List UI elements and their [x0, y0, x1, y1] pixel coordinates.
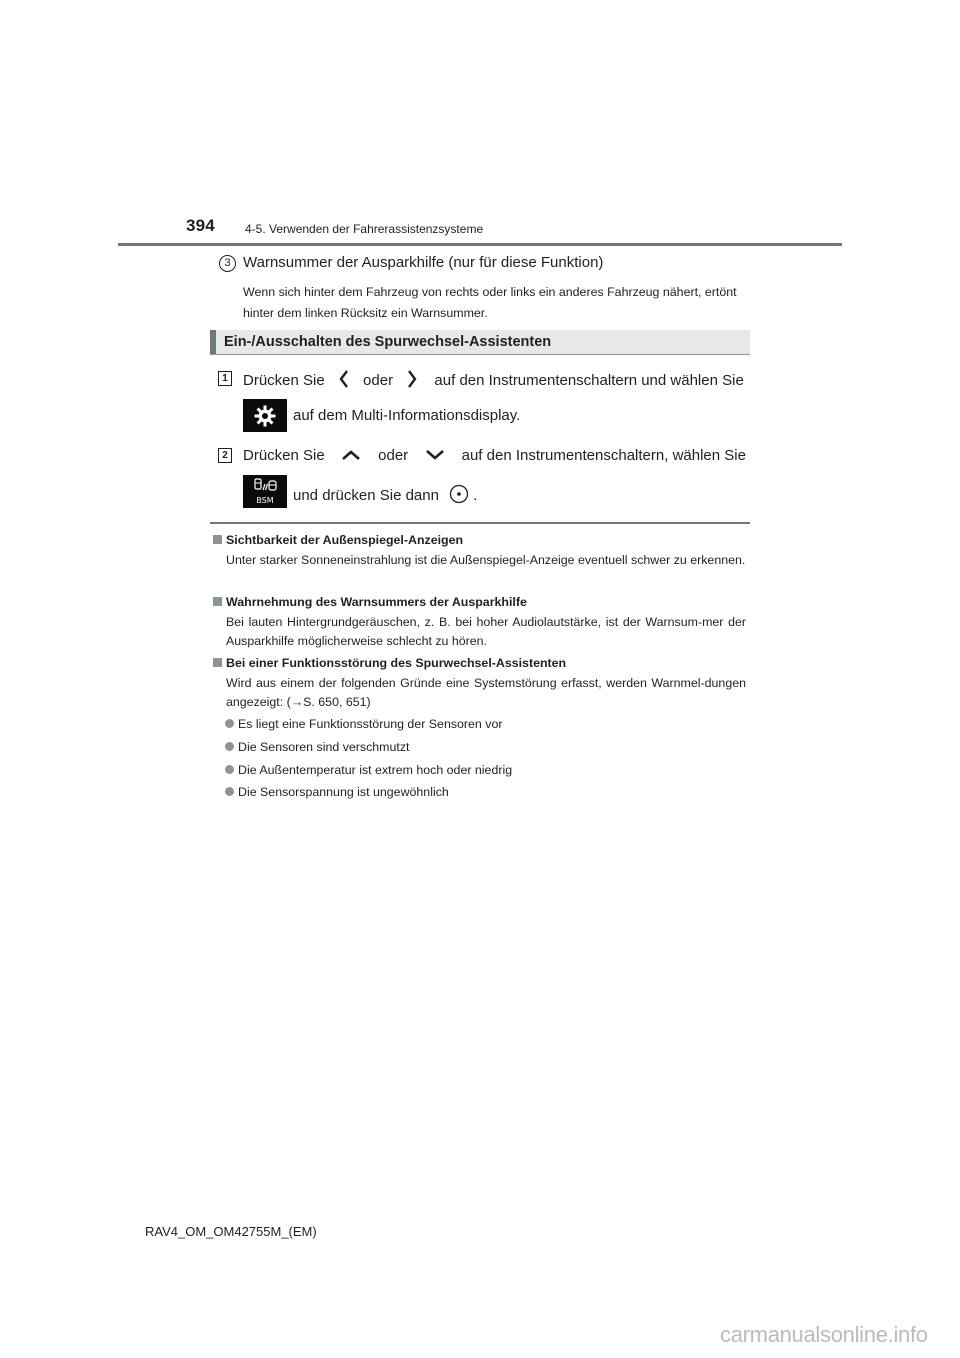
document-code: RAV4_OM_OM42755M_(EM) — [145, 1224, 317, 1239]
step-1-line-2: auf dem Multi-Informationsdisplay. — [293, 407, 521, 424]
header-divider — [118, 243, 842, 246]
bullet-item — [225, 717, 502, 731]
note-body-1: Unter starker Sonneneinstrahlung ist die Außenspiegel-Anzeige eventuell schwer zu erkennen. — [226, 553, 746, 567]
chevron-down-icon — [426, 447, 444, 464]
bullet-dot-icon — [225, 742, 234, 751]
bullet-dot-icon — [225, 765, 234, 774]
step-1-line-1 — [243, 370, 744, 392]
chapter-title: 4-5. Verwenden der Fahrerassistenzsysteme — [245, 222, 484, 236]
note-heading-1 — [213, 533, 463, 547]
step-text: Drücken Sie — [243, 447, 325, 464]
item-title: Warnsummer der Ausparkhilfe (nur für diese Funktion) — [243, 254, 604, 271]
section-title: Ein-/Ausschalten des Spurwechsel-Assistenten — [224, 334, 552, 350]
note-body-3: Wird aus einem der folgenden Gründe eine Systemstörung erfasst, werden Warnmel-dungen angezeigt: (→S. 650, 651) — [226, 676, 746, 709]
svg-text:BSM: BSM — [256, 495, 274, 505]
note-body-2: Bei lauten Hintergrundgeräuschen, z. B. bei hoher Audiolautstärke, ist der Warnsum-mer der Ausparkhilfe möglicherweise schlecht zu hören. — [226, 615, 746, 648]
settings-gear-icon — [243, 399, 287, 432]
step-text: oder — [363, 371, 394, 389]
step-2-line-2 — [293, 484, 477, 508]
square-marker-icon — [213, 658, 222, 667]
chevron-up-icon — [342, 447, 360, 464]
bullet-dot-icon — [225, 719, 234, 728]
note-heading-text: Bei einer Funktionsstörung des Spurwechsel-Assistenten — [226, 656, 567, 670]
note-heading-text: Wahrnehmung des Warnsummers der Ausparkhilfe — [226, 595, 527, 609]
chevron-right-icon — [407, 370, 417, 392]
bullet-text: Die Außentemperatur ist extrem hoch oder niedrig — [238, 763, 513, 777]
step-text: auf den Instrumentenschaltern und wählen Sie — [434, 371, 744, 389]
step-text: Drücken Sie — [243, 371, 325, 389]
bullet-item — [225, 785, 449, 799]
bsm-icon — [243, 475, 287, 508]
step-text: oder — [378, 447, 409, 464]
note-heading-text: Sichtbarkeit der Außenspiegel-Anzeigen — [226, 533, 464, 547]
note-heading-3 — [213, 656, 566, 670]
bullet-text: Es liegt eine Funktionsstörung der Sensoren vor — [238, 717, 503, 731]
section-end-divider — [210, 522, 750, 524]
bullet-item — [225, 740, 409, 754]
step-number-1: 1 — [218, 371, 232, 386]
watermark: carmanualsonline.info — [720, 1322, 928, 1347]
step-text: und drücken Sie dann — [293, 486, 439, 504]
ok-button-icon — [449, 484, 469, 508]
item-description: Wenn sich hinter dem Fahrzeug von rechts oder links ein anderes Fahrzeug nähert, ertönt hinter dem linken Rücksitz ein Warnsummer. — [243, 285, 737, 320]
step-number-2: 2 — [218, 448, 232, 463]
bullet-item — [225, 763, 512, 777]
page-number: 394 — [186, 216, 215, 235]
bullet-text: Die Sensorspannung ist ungewöhnlich — [238, 785, 449, 799]
section-accent — [210, 330, 216, 354]
section-header — [210, 330, 750, 355]
step-text: auf den Instrumentenschaltern, wählen Sie — [461, 447, 746, 464]
circled-number-marker: 3 — [219, 255, 236, 272]
chevron-left-icon — [339, 370, 349, 392]
square-marker-icon — [213, 535, 222, 544]
bullet-text: Die Sensoren sind verschmutzt — [238, 740, 410, 754]
step-text: . — [473, 486, 478, 504]
bullet-dot-icon — [225, 787, 234, 796]
step-2-line-1 — [243, 447, 746, 464]
note-heading-2 — [213, 595, 527, 609]
square-marker-icon — [213, 597, 222, 606]
